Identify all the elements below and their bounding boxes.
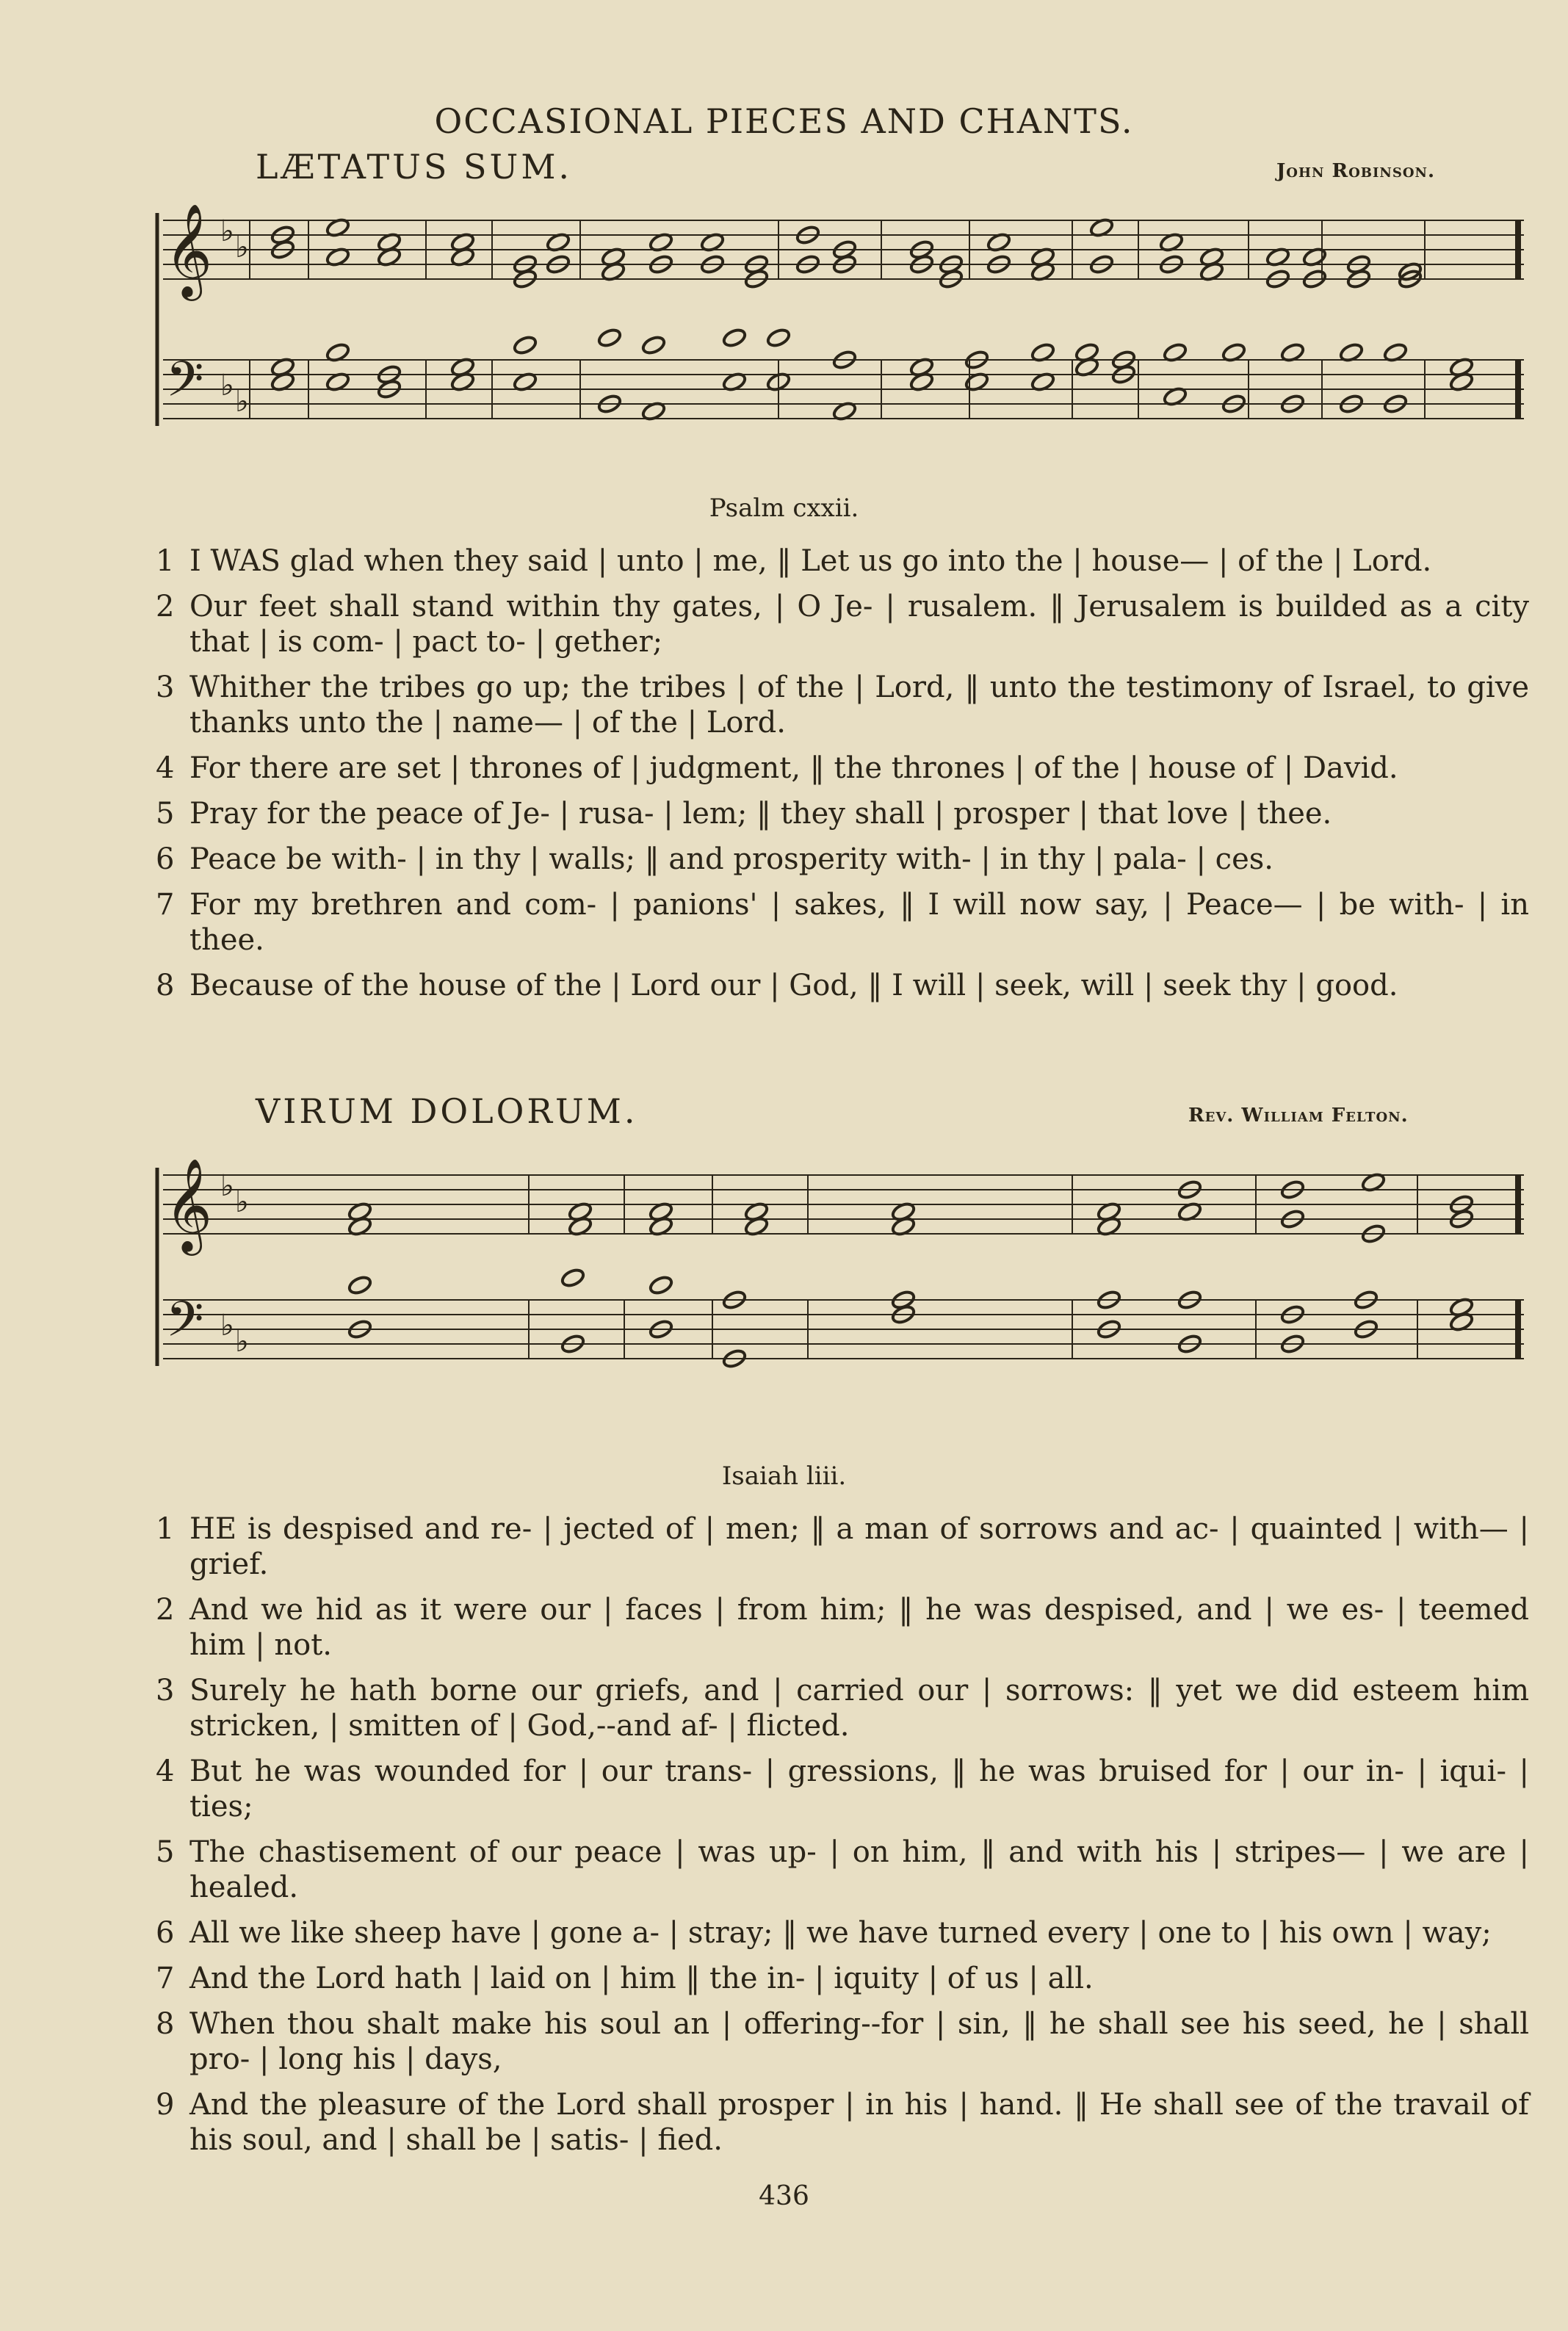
half-note bbox=[722, 328, 748, 349]
treble-clef: 𝄞 bbox=[165, 203, 213, 297]
verse: 3 Whither the tribes go up; the tribes | of the | Lord, ‖ unto the testimony of Israel, to give thanks unto the | name— | of the | Lord. bbox=[156, 671, 1529, 740]
verse: 2 Our feet shall stand within thy gates, | O Je- | rusalem. ‖ Jerusalem is builded as a city that | is com- | pact to- | gether; bbox=[156, 590, 1529, 659]
music-score-virum-dolorum bbox=[0, 1146, 1568, 1425]
scripture-reference-psalm: Psalm cxxii. bbox=[709, 494, 859, 523]
running-header: OCCASIONAL PIECES AND CHANTS. bbox=[434, 101, 1134, 141]
half-note bbox=[560, 1268, 586, 1289]
verses-laetatus bbox=[156, 543, 1529, 1013]
scripture-reference-isaiah: Isaiah liii. bbox=[721, 1461, 847, 1491]
verse: 9 And the pleasure of the Lord shall prosper | in his | hand. ‖ He shall see of the travail of his soul, and | shall be | satis- | fied. bbox=[156, 2088, 1529, 2157]
bass-clef: 𝄢 bbox=[166, 351, 204, 419]
verse: 6 All we like sheep have | gone a- | stray; ‖ we have turned every | one to | his own | way; bbox=[156, 1916, 1492, 1950]
piece-title-laetatus: LÆTATUS SUM. bbox=[256, 147, 573, 187]
piece-title-virum-dolorum: VIRUM DOLORUM. bbox=[256, 1091, 638, 1131]
flat-sign: ♭ bbox=[235, 385, 249, 419]
verses-virum-dolorum bbox=[156, 1511, 1529, 2168]
music-score-laetatus bbox=[0, 198, 1568, 470]
verse: 2 And we hid as it were our | faces | from him; ‖ he was despised, and | we es- | teemed him | not. bbox=[156, 1593, 1529, 1662]
page-number: 436 bbox=[759, 2181, 809, 2211]
flat-sign: ♭ bbox=[220, 1309, 234, 1342]
half-note bbox=[513, 335, 538, 356]
composer-robinson: John Robinson. bbox=[1276, 160, 1436, 182]
flat-sign: ♭ bbox=[235, 1325, 249, 1359]
flat-sign: ♭ bbox=[220, 369, 234, 402]
verse: 5 The chastisement of our peace | was up- | on him, ‖ and with his | stripes— | we are | healed. bbox=[156, 1835, 1529, 1904]
half-note bbox=[347, 1275, 373, 1296]
flat-sign: ♭ bbox=[220, 1169, 234, 1203]
final-bar bbox=[1515, 360, 1521, 419]
verse: 1 I WAS glad when they said | unto | me, ‖ Let us go into the | house— | of the | Lord. bbox=[156, 544, 1432, 578]
verse: 8 Because of the house of the | Lord our | God, ‖ I will | seek, will | seek thy | good. bbox=[156, 969, 1398, 1002]
flat-sign: ♭ bbox=[235, 1185, 249, 1219]
verse: 8 When thou shalt make his soul an | offering--for | sin, ‖ he shall see his seed, he | shall pro- | long his | days, bbox=[156, 2007, 1529, 2076]
final-bar bbox=[1515, 220, 1521, 279]
half-note bbox=[648, 1275, 674, 1296]
treble-clef: 𝄞 bbox=[165, 1157, 213, 1251]
verse: 5 Pray for the peace of Je- | rusa- | lem; ‖ they shall | prosper | that love | thee. bbox=[156, 797, 1332, 831]
verse: 7 And the Lord hath | laid on | him ‖ the in- | iquity | of us | all. bbox=[156, 1962, 1094, 1995]
verse: 6 Peace be with- | in thy | walls; ‖ and prosperity with- | in thy | pala- | ces. bbox=[156, 842, 1273, 876]
flat-sign: ♭ bbox=[235, 231, 249, 264]
half-note bbox=[766, 328, 792, 349]
final-bar bbox=[1515, 1300, 1521, 1359]
flat-sign: ♭ bbox=[220, 214, 234, 248]
half-note bbox=[597, 328, 623, 349]
final-bar bbox=[1515, 1175, 1521, 1234]
verse: 7 For my brethren and com- | panions' | sakes, ‖ I will now say, | Peace— | be with- | in thee. bbox=[156, 888, 1529, 957]
half-note bbox=[641, 335, 667, 356]
verse: 4 But he was wounded for | our trans- | gressions, ‖ he was bruised for | our in- | iqui- | ties; bbox=[156, 1754, 1529, 1824]
verse: 1 HE is despised and re- | jected of | men; ‖ a man of sorrows and ac- | quainted | with— | grief. bbox=[156, 1512, 1529, 1581]
bass-clef: 𝄢 bbox=[166, 1291, 204, 1359]
composer-felton: Rev. William Felton. bbox=[1188, 1105, 1409, 1127]
verse: 3 Surely he hath borne our griefs, and | carried our | sorrows: ‖ yet we did esteem him stricken, | smitten of | God,--and af- | flicted. bbox=[156, 1674, 1529, 1743]
verse: 4 For there are set | thrones of | judgment, ‖ the thrones | of the | house of | David. bbox=[156, 751, 1398, 785]
